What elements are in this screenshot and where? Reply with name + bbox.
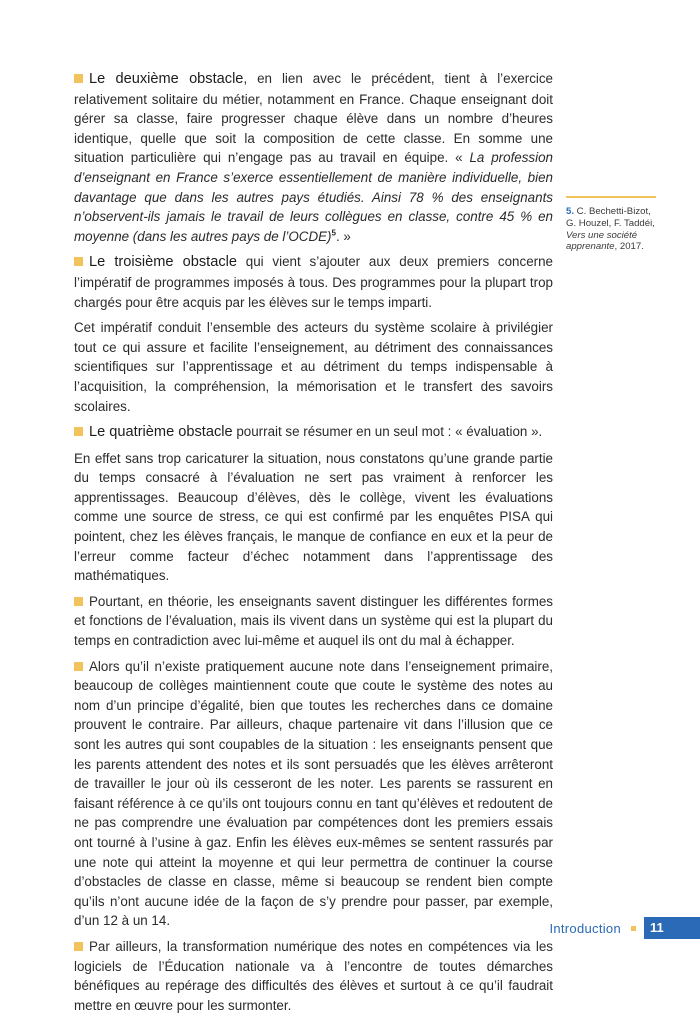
paragraph-text: Par ailleurs, la transformation numérique des notes en compétences via les logiciels de l’Éducation nationale va à l’encontre de toutes démarches bénéfiques au repérage des difficultés des élèves et surtout à ce qu’il faudrait mettre en œuvre pour les surmonter.: [74, 938, 553, 1013]
page-footer: [549, 917, 700, 939]
paragraph-obstacle-2: [74, 69, 553, 246]
page-number: 11: [644, 917, 700, 939]
paragraph-text: En effet sans trop caricaturer la situation, nous constatons qu’une grande partie du temps consacré à l’évaluation ne sert pas vraiment à renforcer les apprentissages. Beaucoup d’élèves, dès le collège, vivent les évaluations comme une source de stress, ce qui est confirmé par les enquêtes PISA qui pointent, chez les élèves français, le manque de confiance en eux et la peur de l’erreur comme facteur d’échec notamment dans l’apprentissage des mathématiques.: [74, 450, 553, 584]
paragraph-pourtant: [74, 592, 553, 651]
square-bullet-icon: [74, 597, 83, 606]
paragraph-text: , en lien avec le précédent, tient à l’exercice relativement solitaire du métier, notamment en France. Chaque enseignant doit gérer sa classe, faire progresser chaque élève dans un nombre d’heures identique, quelle que soit la composition de cette classe. En somme une situation particulière qui n’engage pas au travail en équipe. «: [74, 71, 554, 166]
footnote-sidenote: [566, 196, 656, 253]
paragraph-imperatif: [74, 318, 553, 416]
section-label: Introduction: [549, 920, 621, 936]
square-bullet-icon: [74, 662, 83, 671]
paragraph-alors: [74, 657, 553, 931]
square-bullet-icon: [74, 257, 83, 266]
paragraph-obstacle-3: [74, 252, 553, 312]
paragraph-text: Cet impératif conduit l’ensemble des acteurs du système scolaire à privilégier tout ce qui assure et facilite l’enseignement, au détriment des connaissances scientifiques sur l’apprentissage et au détriment du temps indispensable à l’acquisition, la compréhension, la mémorisation et le transfert des savoirs scolaires.: [74, 320, 553, 414]
paragraph-text-end: . »: [335, 228, 351, 244]
paragraph-text: Alors qu’il n’existe pratiquement aucune note dans l’enseignement primaire, beaucoup de collèges maintiennent coute que coute le système des notes au nom d’un principe d’égalité, bien que toutes les recherches dans ce domaine prouvent le contraire. Par ailleurs, chaque partenaire vit dans l’illusion que ce sont les autres qui sont coupables de la situation : les enseignants pensent que les parents attendent des notes et ils sont persuadés que les élèves arrêteront de travailler le jour où ils cesseront de les noter. Les parents se rassurent en faisant référence à ce qu’ils ont toujours connu en tant qu’élèves et redoutent de ne pas comprendre une évaluation par compétences dont les premiers essais ont tourné à l’usine à gaz. Enfin les élèves eux-mêmes se sentent rassurés par une note qui atteint la moyenne et qui leur permettra de continuer la course d’obstacles de classe en classe, même si beaucoup se rendent bien compte qu’ils n’ont aucune idée de la façon de s’y prendre pour passer, par exemple, d’un 12 à un 14.: [74, 658, 553, 929]
paragraph-text: pourrait se résumer en un seul mot : « évaluation ».: [232, 424, 543, 440]
paragraph-text: Pourtant, en théorie, les enseignants savent distinguer les différentes formes et fonctions de l’évaluation, mais ils vivent dans un système qui est la plupart du temps en contradiction avec lui-même et auquel ils ont du mal à échapper.: [74, 593, 553, 649]
paragraph-obstacle-4: [74, 422, 553, 443]
footnote-authors: C. Bechetti-Bizot, G. Houzel, F. Taddéi,: [566, 206, 655, 229]
paragraph-en-effet: [74, 449, 553, 586]
paragraph-par-ailleurs: [74, 937, 553, 1015]
square-bullet-icon: [74, 427, 83, 436]
footnote-number: 5.: [566, 206, 575, 217]
separator-dot-icon: [631, 926, 636, 931]
main-text-column: [74, 69, 553, 1021]
footnote-ref: 5: [331, 228, 336, 238]
paragraph-lead: Le deuxième obstacle: [89, 71, 244, 87]
square-bullet-icon: [74, 942, 83, 951]
footnote-title: Vers une société apprenante: [566, 229, 638, 253]
quote-text: La profession d’enseignant en France s’exerce essentiellement de manière individuelle, bien davantage que dans les autres pays étudiés. Ainsi 78 % des enseignants n’observent-ils jamais le travail de leurs collègues en classe, contre 45 % en moyenne (dans les autres pays de l’OCDE): [74, 150, 553, 244]
paragraph-lead: Le quatrième obstacle: [89, 424, 233, 441]
footnote-year: , 2017.: [614, 241, 644, 253]
paragraph-text: qui vient s’ajouter aux deux premiers concerne l’impératif de programmes imposés à tous. Des programmes pour la plupart trop chargés pour être acquis par les élèves sur le temps imparti.: [74, 254, 554, 310]
square-bullet-icon: [74, 74, 83, 83]
paragraph-lead: Le troisième obstacle: [89, 254, 238, 271]
